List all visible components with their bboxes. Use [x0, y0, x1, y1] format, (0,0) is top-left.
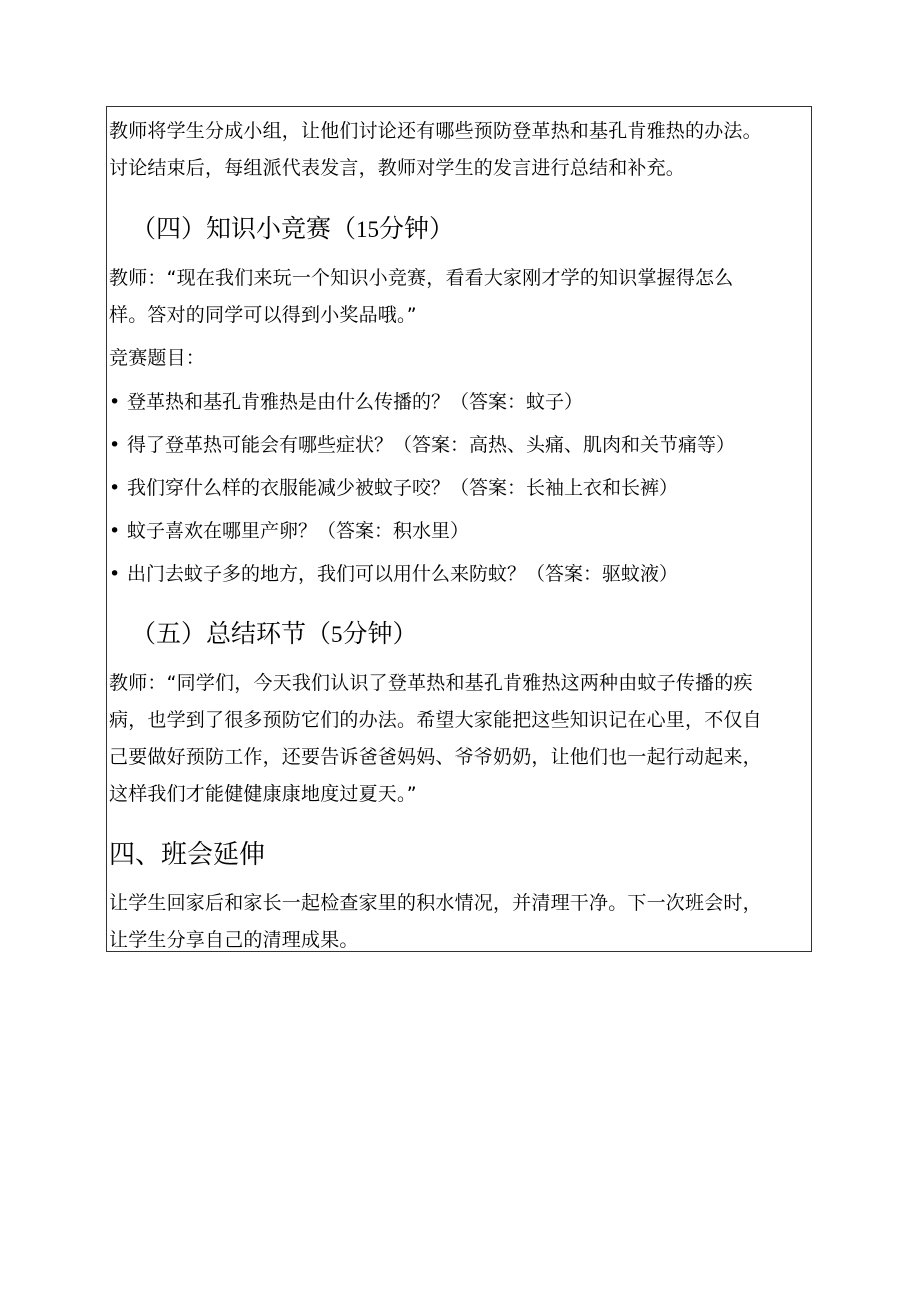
summary-teacher-line-3: 己要做好预防工作，还要告诉爸爸妈妈、爷爷奶奶，让他们也一起行动起来， [109, 746, 762, 768]
summary-teacher-line-4: 这样我们才能健健康康地度过夏天。” [109, 783, 417, 805]
quiz-question-list [109, 381, 811, 596]
quiz-heading [109, 209, 811, 250]
quiz-heading-post: 分钟） [379, 214, 455, 243]
summary-teacher-line-1: 教师：“同学们，今天我们认识了登革热和基孔肯雅热这两种由蚊子传播的疾 [109, 672, 753, 694]
list-item [109, 553, 811, 596]
list-item [109, 424, 811, 467]
extension-heading: 四、班会延伸 [109, 840, 266, 870]
quiz-question-2: 得了登革热可能会有哪些症状？（答案：高热、头痛、肌肉和关节痛等） [127, 434, 736, 456]
quiz-question-4: 蚊子喜欢在哪里产卵？（答案：积水里） [127, 520, 470, 542]
quiz-teacher-line-1: 教师：“现在我们来玩一个知识小竞赛，看看大家刚才学的知识掌握得怎么 [109, 267, 734, 289]
quiz-questions-label: 竞赛题目： [109, 347, 206, 369]
list-item [109, 510, 811, 553]
summary-heading-num: 5 [331, 622, 343, 647]
quiz-question-3: 我们穿什么样的衣服能减少被蚊子咬？（答案：长袖上衣和长裤） [127, 477, 679, 499]
intro-line-1: 教师将学生分成小组，让他们讨论还有哪些预防登革热和基孔肯雅热的办法。 [109, 120, 762, 142]
list-item [109, 467, 811, 510]
bullet-icon: • [109, 434, 121, 456]
summary-heading [109, 614, 811, 655]
content-frame [106, 106, 812, 952]
bullet-icon: • [109, 520, 121, 542]
quiz-heading-pre: （四）知识小竞赛（ [131, 214, 357, 243]
bullet-icon: • [109, 391, 121, 413]
quiz-question-1: 登革热和基孔肯雅热是由什么传播的？（答案：蚊子） [127, 391, 584, 413]
list-item [109, 381, 811, 424]
extension-line-1: 让学生回家后和家长一起检查家里的积水情况，并清理干净。下一次班会时， [109, 892, 762, 914]
bullet-icon: • [109, 477, 121, 499]
extension-line-2: 让学生分享自己的清理成果。 [109, 929, 359, 951]
quiz-heading-num: 15 [356, 217, 380, 242]
intro-line-2: 讨论结束后，每组派代表发言，教师对学生的发言进行总结和补充。 [109, 157, 686, 179]
bullet-icon: • [109, 563, 121, 585]
quiz-teacher-line-2: 样。答对的同学可以得到小奖品哦。” [109, 304, 417, 326]
summary-heading-post: 分钟） [342, 619, 418, 648]
summary-heading-pre: （五）总结环节（ [131, 619, 332, 648]
quiz-question-5: 出门去蚊子多的地方，我们可以用什么来防蚊？（答案：驱蚊液） [127, 563, 679, 585]
summary-teacher-line-2: 病，也学到了很多预防它们的办法。希望大家能把这些知识记在心里，不仅自 [109, 709, 762, 731]
